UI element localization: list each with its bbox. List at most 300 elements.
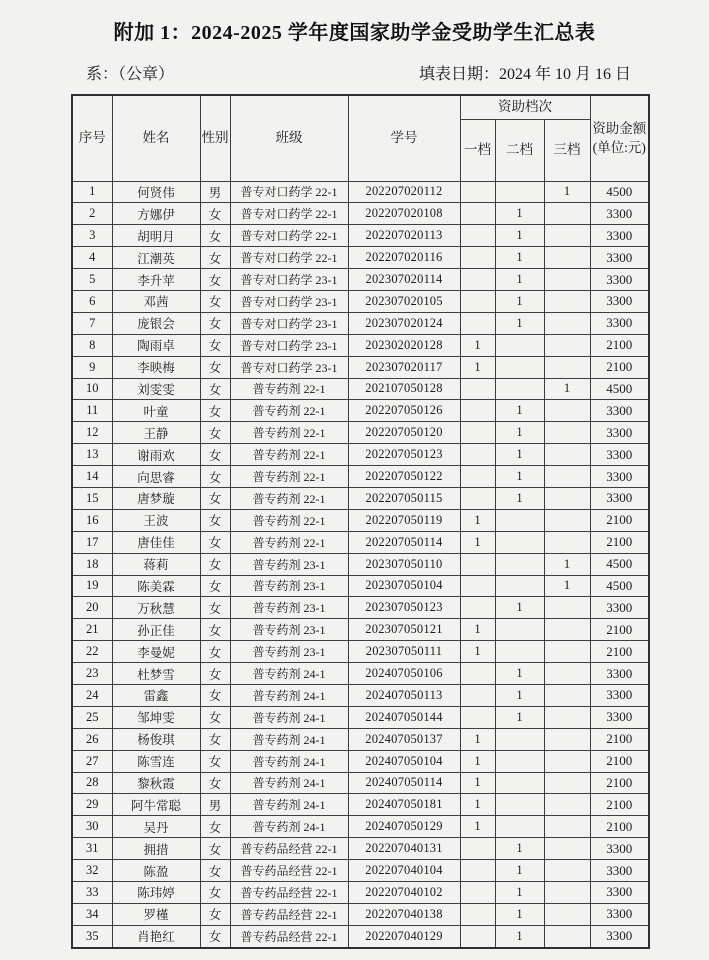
table-row bbox=[72, 312, 649, 334]
cell-index: 17 bbox=[72, 531, 112, 553]
cell-level1: 1 bbox=[460, 619, 495, 641]
cell-level1 bbox=[460, 225, 495, 247]
cell-gender: 女 bbox=[200, 772, 230, 794]
table-row bbox=[72, 269, 649, 291]
cell-level2 bbox=[495, 772, 544, 794]
cell-student-id: 202207050119 bbox=[348, 509, 460, 531]
cell-student-id: 202307020114 bbox=[348, 269, 460, 291]
cell-level3 bbox=[544, 203, 590, 225]
cell-name: 李升苹 bbox=[112, 269, 200, 291]
cell-amount: 2100 bbox=[590, 641, 649, 663]
cell-student-id: 202207050123 bbox=[348, 444, 460, 466]
cell-amount: 3300 bbox=[590, 903, 649, 925]
cell-index: 34 bbox=[72, 903, 112, 925]
cell-student-id: 202207050114 bbox=[348, 531, 460, 553]
cell-gender: 女 bbox=[200, 247, 230, 269]
table-row bbox=[72, 684, 649, 706]
table-row bbox=[72, 925, 649, 947]
cell-level1 bbox=[460, 312, 495, 334]
cell-student-id: 202207040131 bbox=[348, 838, 460, 860]
cell-level3 bbox=[544, 422, 590, 444]
cell-level1 bbox=[460, 247, 495, 269]
table-row bbox=[72, 203, 649, 225]
cell-name: 杨俊琪 bbox=[112, 728, 200, 750]
cell-gender: 女 bbox=[200, 509, 230, 531]
cell-class: 普专药剂 24-1 bbox=[230, 663, 348, 685]
cell-level2: 1 bbox=[495, 247, 544, 269]
cell-name: 杜梦雪 bbox=[112, 663, 200, 685]
cell-student-id: 202407050114 bbox=[348, 772, 460, 794]
cell-gender: 女 bbox=[200, 466, 230, 488]
header-level3: 三档 bbox=[544, 119, 590, 181]
cell-level1 bbox=[460, 860, 495, 882]
cell-level1 bbox=[460, 553, 495, 575]
cell-level1 bbox=[460, 400, 495, 422]
cell-level2 bbox=[495, 181, 544, 203]
cell-index: 33 bbox=[72, 882, 112, 904]
cell-level3 bbox=[544, 684, 590, 706]
cell-level3 bbox=[544, 444, 590, 466]
cell-level1: 1 bbox=[460, 356, 495, 378]
cell-class: 普专药剂 22-1 bbox=[230, 422, 348, 444]
table-row bbox=[72, 838, 649, 860]
cell-gender: 女 bbox=[200, 882, 230, 904]
cell-amount: 3300 bbox=[590, 203, 649, 225]
table-row bbox=[72, 772, 649, 794]
cell-class: 普专对口药学 22-1 bbox=[230, 225, 348, 247]
cell-level3 bbox=[544, 356, 590, 378]
cell-amount: 3300 bbox=[590, 444, 649, 466]
cell-class: 普专药剂 24-1 bbox=[230, 684, 348, 706]
cell-class: 普专药剂 24-1 bbox=[230, 772, 348, 794]
table-body bbox=[72, 181, 649, 948]
cell-index: 24 bbox=[72, 684, 112, 706]
cell-name: 谢雨欢 bbox=[112, 444, 200, 466]
cell-level1: 1 bbox=[460, 509, 495, 531]
cell-amount: 3300 bbox=[590, 487, 649, 509]
page-title: 附加 1：2024-2025 学年度国家助学金受助学生汇总表 bbox=[113, 22, 596, 44]
cell-index: 16 bbox=[72, 509, 112, 531]
cell-index: 3 bbox=[72, 225, 112, 247]
cell-level1 bbox=[460, 706, 495, 728]
cell-index: 21 bbox=[72, 619, 112, 641]
header-index: 序号 bbox=[72, 95, 112, 181]
cell-student-id: 202207050120 bbox=[348, 422, 460, 444]
cell-level1 bbox=[460, 422, 495, 444]
cell-name: 拥措 bbox=[112, 838, 200, 860]
fill-date-label: 填表日期：2024 年 10 月 16 日 bbox=[418, 66, 631, 83]
cell-level2: 1 bbox=[495, 925, 544, 947]
cell-index: 26 bbox=[72, 728, 112, 750]
cell-amount: 2100 bbox=[590, 750, 649, 772]
cell-level3: 1 bbox=[544, 378, 590, 400]
cell-level1: 1 bbox=[460, 728, 495, 750]
cell-level1 bbox=[460, 181, 495, 203]
cell-level1 bbox=[460, 882, 495, 904]
cell-amount: 3300 bbox=[590, 312, 649, 334]
cell-class: 普专药剂 23-1 bbox=[230, 641, 348, 663]
cell-student-id: 202207020108 bbox=[348, 203, 460, 225]
header-aid-level-group: 资助档次 bbox=[460, 95, 590, 119]
table-row bbox=[72, 531, 649, 553]
cell-level1 bbox=[460, 663, 495, 685]
table-row bbox=[72, 706, 649, 728]
cell-student-id: 202407050104 bbox=[348, 750, 460, 772]
cell-class: 普专对口药学 23-1 bbox=[230, 269, 348, 291]
cell-level1: 1 bbox=[460, 772, 495, 794]
cell-amount: 2100 bbox=[590, 334, 649, 356]
cell-gender: 女 bbox=[200, 225, 230, 247]
cell-level1: 1 bbox=[460, 794, 495, 816]
cell-class: 普专对口药学 22-1 bbox=[230, 247, 348, 269]
cell-gender: 女 bbox=[200, 706, 230, 728]
cell-gender: 女 bbox=[200, 619, 230, 641]
cell-level2: 1 bbox=[495, 466, 544, 488]
table-header bbox=[72, 95, 649, 181]
cell-name: 李曼妮 bbox=[112, 641, 200, 663]
cell-name: 江潮英 bbox=[112, 247, 200, 269]
table-row bbox=[72, 903, 649, 925]
cell-student-id: 202407050144 bbox=[348, 706, 460, 728]
table-row bbox=[72, 356, 649, 378]
header-level2: 二档 bbox=[495, 119, 544, 181]
cell-index: 35 bbox=[72, 925, 112, 947]
cell-student-id: 202207020113 bbox=[348, 225, 460, 247]
cell-amount: 3300 bbox=[590, 247, 649, 269]
cell-class: 普专对口药学 22-1 bbox=[230, 181, 348, 203]
cell-class: 普专药剂 24-1 bbox=[230, 794, 348, 816]
table-row bbox=[72, 509, 649, 531]
cell-student-id: 202207050122 bbox=[348, 466, 460, 488]
table-row bbox=[72, 860, 649, 882]
cell-class: 普专药剂 22-1 bbox=[230, 378, 348, 400]
cell-student-id: 202207040138 bbox=[348, 903, 460, 925]
cell-level2 bbox=[495, 641, 544, 663]
cell-name: 胡明月 bbox=[112, 225, 200, 247]
cell-class: 普专药剂 22-1 bbox=[230, 400, 348, 422]
cell-gender: 女 bbox=[200, 422, 230, 444]
cell-gender: 女 bbox=[200, 575, 230, 597]
cell-level1 bbox=[460, 269, 495, 291]
cell-name: 雷鑫 bbox=[112, 684, 200, 706]
cell-level1: 1 bbox=[460, 816, 495, 838]
cell-name: 陈玮婷 bbox=[112, 882, 200, 904]
cell-class: 普专对口药学 23-1 bbox=[230, 334, 348, 356]
cell-level1 bbox=[460, 203, 495, 225]
cell-class: 普专药剂 24-1 bbox=[230, 750, 348, 772]
cell-level1 bbox=[460, 684, 495, 706]
cell-level3 bbox=[544, 663, 590, 685]
cell-index: 20 bbox=[72, 597, 112, 619]
cell-level3 bbox=[544, 860, 590, 882]
cell-class: 普专对口药学 22-1 bbox=[230, 203, 348, 225]
cell-student-id: 202307050110 bbox=[348, 553, 460, 575]
cell-amount: 3300 bbox=[590, 269, 649, 291]
table-row bbox=[72, 553, 649, 575]
cell-name: 陶雨卓 bbox=[112, 334, 200, 356]
cell-name: 唐佳佳 bbox=[112, 531, 200, 553]
cell-level2: 1 bbox=[495, 400, 544, 422]
cell-amount: 3300 bbox=[590, 706, 649, 728]
table-row bbox=[72, 750, 649, 772]
cell-class: 普专药剂 23-1 bbox=[230, 575, 348, 597]
table-row bbox=[72, 334, 649, 356]
department-seal-label: 系：（公章） bbox=[86, 66, 175, 83]
cell-amount: 3300 bbox=[590, 882, 649, 904]
cell-amount: 2100 bbox=[590, 794, 649, 816]
cell-level2: 1 bbox=[495, 882, 544, 904]
cell-student-id: 202307050104 bbox=[348, 575, 460, 597]
table-row bbox=[72, 597, 649, 619]
cell-amount: 2100 bbox=[590, 356, 649, 378]
cell-level1 bbox=[460, 597, 495, 619]
cell-amount: 3300 bbox=[590, 597, 649, 619]
cell-level1 bbox=[460, 575, 495, 597]
cell-student-id: 202307020117 bbox=[348, 356, 460, 378]
cell-level2: 1 bbox=[495, 903, 544, 925]
cell-level2 bbox=[495, 750, 544, 772]
cell-level3: 1 bbox=[544, 181, 590, 203]
cell-level1 bbox=[460, 925, 495, 947]
cell-gender: 女 bbox=[200, 597, 230, 619]
cell-level2: 1 bbox=[495, 444, 544, 466]
cell-gender: 女 bbox=[200, 531, 230, 553]
cell-class: 普专药品经营 22-1 bbox=[230, 903, 348, 925]
cell-index: 15 bbox=[72, 487, 112, 509]
cell-level2 bbox=[495, 509, 544, 531]
cell-amount: 3300 bbox=[590, 860, 649, 882]
cell-class: 普专对口药学 23-1 bbox=[230, 290, 348, 312]
cell-class: 普专药剂 24-1 bbox=[230, 816, 348, 838]
cell-level3 bbox=[544, 838, 590, 860]
cell-class: 普专药剂 22-1 bbox=[230, 531, 348, 553]
cell-gender: 女 bbox=[200, 400, 230, 422]
cell-level1: 1 bbox=[460, 531, 495, 553]
cell-level1: 1 bbox=[460, 641, 495, 663]
cell-gender: 男 bbox=[200, 794, 230, 816]
cell-student-id: 202107050128 bbox=[348, 378, 460, 400]
cell-index: 31 bbox=[72, 838, 112, 860]
cell-student-id: 202207020116 bbox=[348, 247, 460, 269]
cell-index: 22 bbox=[72, 641, 112, 663]
cell-level2: 1 bbox=[495, 684, 544, 706]
header-level1: 一档 bbox=[460, 119, 495, 181]
cell-gender: 女 bbox=[200, 838, 230, 860]
cell-level3 bbox=[544, 816, 590, 838]
cell-amount: 3300 bbox=[590, 225, 649, 247]
table-row bbox=[72, 641, 649, 663]
cell-level1 bbox=[460, 466, 495, 488]
cell-level1 bbox=[460, 444, 495, 466]
cell-amount: 2100 bbox=[590, 772, 649, 794]
cell-level3 bbox=[544, 290, 590, 312]
cell-index: 2 bbox=[72, 203, 112, 225]
cell-student-id: 202407050113 bbox=[348, 684, 460, 706]
cell-level2 bbox=[495, 531, 544, 553]
cell-amount: 3300 bbox=[590, 684, 649, 706]
cell-gender: 女 bbox=[200, 925, 230, 947]
table-row bbox=[72, 619, 649, 641]
cell-level3 bbox=[544, 509, 590, 531]
cell-amount: 4500 bbox=[590, 575, 649, 597]
cell-level3 bbox=[544, 750, 590, 772]
cell-level1 bbox=[460, 378, 495, 400]
cell-amount: 4500 bbox=[590, 553, 649, 575]
cell-amount: 3300 bbox=[590, 663, 649, 685]
cell-level3 bbox=[544, 225, 590, 247]
cell-amount: 3300 bbox=[590, 422, 649, 444]
cell-index: 14 bbox=[72, 466, 112, 488]
cell-name: 邓茜 bbox=[112, 290, 200, 312]
cell-level2 bbox=[495, 728, 544, 750]
cell-index: 23 bbox=[72, 663, 112, 685]
cell-student-id: 202307050123 bbox=[348, 597, 460, 619]
cell-level3 bbox=[544, 269, 590, 291]
cell-index: 13 bbox=[72, 444, 112, 466]
table-row bbox=[72, 728, 649, 750]
table-row bbox=[72, 882, 649, 904]
cell-level3 bbox=[544, 641, 590, 663]
cell-level1 bbox=[460, 838, 495, 860]
cell-gender: 女 bbox=[200, 334, 230, 356]
cell-amount: 2100 bbox=[590, 619, 649, 641]
cell-level1 bbox=[460, 290, 495, 312]
cell-level2 bbox=[495, 356, 544, 378]
cell-gender: 女 bbox=[200, 290, 230, 312]
cell-index: 1 bbox=[72, 181, 112, 203]
cell-class: 普专药剂 22-1 bbox=[230, 444, 348, 466]
cell-class: 普专药剂 22-1 bbox=[230, 509, 348, 531]
cell-name: 唐梦璇 bbox=[112, 487, 200, 509]
cell-class: 普专药品经营 22-1 bbox=[230, 882, 348, 904]
cell-class: 普专对口药学 23-1 bbox=[230, 356, 348, 378]
cell-student-id: 202407050106 bbox=[348, 663, 460, 685]
cell-amount: 3300 bbox=[590, 925, 649, 947]
cell-student-id: 202407050137 bbox=[348, 728, 460, 750]
cell-index: 10 bbox=[72, 378, 112, 400]
cell-class: 普专药品经营 22-1 bbox=[230, 838, 348, 860]
cell-gender: 女 bbox=[200, 903, 230, 925]
cell-level1: 1 bbox=[460, 750, 495, 772]
table-row bbox=[72, 181, 649, 203]
cell-level3: 1 bbox=[544, 553, 590, 575]
cell-level2: 1 bbox=[495, 838, 544, 860]
cell-level2: 1 bbox=[495, 290, 544, 312]
cell-class: 普专药品经营 22-1 bbox=[230, 860, 348, 882]
cell-level2: 1 bbox=[495, 269, 544, 291]
cell-level3 bbox=[544, 312, 590, 334]
table-row bbox=[72, 816, 649, 838]
cell-student-id: 202307020105 bbox=[348, 290, 460, 312]
table-row bbox=[72, 663, 649, 685]
cell-amount: 4500 bbox=[590, 181, 649, 203]
cell-amount: 2100 bbox=[590, 816, 649, 838]
cell-amount: 2100 bbox=[590, 531, 649, 553]
cell-gender: 女 bbox=[200, 750, 230, 772]
cell-gender: 女 bbox=[200, 816, 230, 838]
cell-student-id: 202207050115 bbox=[348, 487, 460, 509]
cell-index: 18 bbox=[72, 553, 112, 575]
cell-gender: 女 bbox=[200, 641, 230, 663]
cell-name: 李映梅 bbox=[112, 356, 200, 378]
cell-class: 普专药剂 22-1 bbox=[230, 466, 348, 488]
cell-level3 bbox=[544, 597, 590, 619]
cell-gender: 女 bbox=[200, 203, 230, 225]
cell-amount: 3300 bbox=[590, 838, 649, 860]
cell-amount: 3300 bbox=[590, 400, 649, 422]
cell-index: 6 bbox=[72, 290, 112, 312]
cell-name: 叶童 bbox=[112, 400, 200, 422]
cell-gender: 女 bbox=[200, 728, 230, 750]
cell-level2: 1 bbox=[495, 706, 544, 728]
cell-level1 bbox=[460, 903, 495, 925]
cell-level2 bbox=[495, 575, 544, 597]
cell-index: 8 bbox=[72, 334, 112, 356]
cell-level3 bbox=[544, 882, 590, 904]
cell-name: 吴丹 bbox=[112, 816, 200, 838]
cell-level1 bbox=[460, 487, 495, 509]
cell-level2: 1 bbox=[495, 312, 544, 334]
table-row bbox=[72, 225, 649, 247]
cell-level3 bbox=[544, 706, 590, 728]
cell-index: 12 bbox=[72, 422, 112, 444]
cell-gender: 女 bbox=[200, 553, 230, 575]
subtitle-row bbox=[0, 61, 709, 84]
cell-level3 bbox=[544, 334, 590, 356]
cell-level2: 1 bbox=[495, 487, 544, 509]
cell-index: 32 bbox=[72, 860, 112, 882]
cell-level3 bbox=[544, 925, 590, 947]
cell-student-id: 202207040129 bbox=[348, 925, 460, 947]
cell-level1: 1 bbox=[460, 334, 495, 356]
cell-student-id: 202207050126 bbox=[348, 400, 460, 422]
cell-name: 孙正佳 bbox=[112, 619, 200, 641]
cell-index: 30 bbox=[72, 816, 112, 838]
table-row bbox=[72, 290, 649, 312]
table-row bbox=[72, 575, 649, 597]
cell-level2: 1 bbox=[495, 597, 544, 619]
cell-amount: 3300 bbox=[590, 466, 649, 488]
cell-name: 何贤伟 bbox=[112, 181, 200, 203]
table-row bbox=[72, 444, 649, 466]
cell-student-id: 202407050181 bbox=[348, 794, 460, 816]
header-student-id: 学号 bbox=[348, 95, 460, 181]
cell-level3 bbox=[544, 487, 590, 509]
cell-name: 陈盈 bbox=[112, 860, 200, 882]
cell-student-id: 202207020112 bbox=[348, 181, 460, 203]
cell-student-id: 202302020128 bbox=[348, 334, 460, 356]
header-name: 姓名 bbox=[112, 95, 200, 181]
table-row bbox=[72, 794, 649, 816]
cell-class: 普专药剂 24-1 bbox=[230, 728, 348, 750]
cell-name: 陈美霖 bbox=[112, 575, 200, 597]
cell-level3 bbox=[544, 619, 590, 641]
cell-index: 19 bbox=[72, 575, 112, 597]
cell-amount: 3300 bbox=[590, 290, 649, 312]
cell-class: 普专药剂 23-1 bbox=[230, 597, 348, 619]
cell-level2: 1 bbox=[495, 225, 544, 247]
cell-amount: 2100 bbox=[590, 728, 649, 750]
header-gender: 性别 bbox=[200, 95, 230, 181]
cell-level2 bbox=[495, 794, 544, 816]
cell-name: 方娜伊 bbox=[112, 203, 200, 225]
cell-index: 4 bbox=[72, 247, 112, 269]
cell-level2: 1 bbox=[495, 422, 544, 444]
cell-class: 普专药剂 22-1 bbox=[230, 487, 348, 509]
cell-class: 普专药剂 24-1 bbox=[230, 706, 348, 728]
cell-amount: 4500 bbox=[590, 378, 649, 400]
cell-name: 刘雯雯 bbox=[112, 378, 200, 400]
